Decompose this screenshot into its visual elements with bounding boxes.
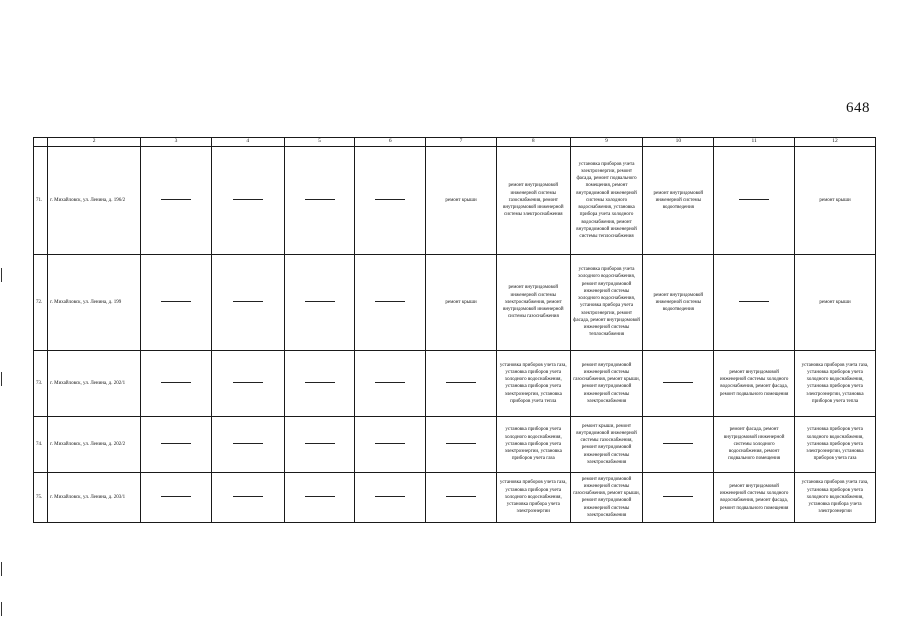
work-cell: ремонт внутридомовой инженерной системы газоснабжения, ремонт крыши, ремонт внутридомовой инженерной системы электроснабжения [570,472,643,522]
dash-mark [375,301,405,302]
empty-cell [643,472,714,522]
dash-mark [305,199,335,200]
column-header: 5 [284,138,355,147]
column-header: 10 [643,138,714,147]
work-cell: установка приборов учета газа, установка приборов учета холодного водоснабжения, установка прибора учета электроэнергии [496,472,570,522]
scan-edge-mark [1,268,2,282]
empty-cell [211,254,284,350]
work-cell: ремонт внутридомовой инженерной системы газоснабжения, ремонт крыши, ремонт внутридомовой инженерной системы электроснабжения [570,350,643,416]
column-header [34,138,48,147]
table-header-row [34,138,876,147]
column-header: 3 [141,138,212,147]
work-cell: ремонт крыши [795,146,876,254]
scan-edge-mark [1,602,2,616]
work-cell: ремонт фасада, ремонт внутридомовой инженерной системы холодного водоснабжения, ремонт подвального помещения [714,416,795,472]
column-header: 7 [426,138,497,147]
address-cell: г. Михайловск, ул. Ленина, д. 196/2 [48,146,141,254]
empty-cell [355,350,426,416]
row-number: 72. [34,254,48,350]
dash-mark [305,301,335,302]
empty-cell [284,416,355,472]
dash-mark [161,382,191,383]
repair-plan-table [33,137,876,523]
scan-edge-mark [1,372,2,386]
dash-mark [233,382,263,383]
table-row [34,416,876,472]
work-cell: установка приборов учета холодного водоснабжения, установка приборов учета электроэнергии, установка приборов учета газа [795,416,876,472]
empty-cell [355,254,426,350]
work-cell: ремонт внутридомовой инженерной системы водоотведения [643,146,714,254]
empty-cell [426,472,497,522]
dash-mark [663,496,693,497]
empty-cell [284,146,355,254]
work-cell: ремонт внутридомовой инженерной системы газоснабжения, ремонт внутридомовой инженерной системы электроснабжения [496,146,570,254]
table-row [34,146,876,254]
table-row [34,254,876,350]
work-cell: установка приборов учета холодного водоснабжения, ремонт внутридомовой инженерной системы холодного водоснабжения, установка прибора учета электроэнергии, ремонт фасада, ремонт внутридомовой инженерной системы теплоснабжения [570,254,643,350]
empty-cell [643,416,714,472]
row-number: 73. [34,350,48,416]
dash-mark [233,496,263,497]
empty-cell [141,254,212,350]
dash-mark [446,443,476,444]
page-number: 648 [846,100,870,116]
empty-cell [714,254,795,350]
dash-mark [233,443,263,444]
dash-mark [739,301,769,302]
work-cell: ремонт крыши [426,146,497,254]
empty-cell [141,350,212,416]
column-header: 8 [496,138,570,147]
table-row [34,472,876,522]
column-header: 4 [211,138,284,147]
dash-mark [375,443,405,444]
work-cell: установка приборов учета газа, установка приборов учета холодного водоснабжения, установка приборов учета электроэнергии, установка приборов учета тепла [496,350,570,416]
table-row [34,350,876,416]
empty-cell [211,416,284,472]
dash-mark [375,382,405,383]
work-cell: ремонт крыши [426,254,497,350]
work-cell: установка приборов учета холодного водоснабжения, установка приборов учета электроэнергии, установка приборов учета газа [496,416,570,472]
dash-mark [739,199,769,200]
address-cell: г. Михайловск, ул. Ленина, д. 199 [48,254,141,350]
dash-mark [161,443,191,444]
work-cell: установка приборов учета газа, установка приборов учета холодного водоснабжения, установка прибора учета электроэнергии [795,472,876,522]
empty-cell [355,416,426,472]
empty-cell [426,416,497,472]
work-cell: ремонт внутридомовой инженерной системы холодного водоснабжения, ремонт фасада, ремонт подвального помещения [714,350,795,416]
dash-mark [446,382,476,383]
empty-cell [141,472,212,522]
column-header: 11 [714,138,795,147]
dash-mark [161,496,191,497]
empty-cell [284,350,355,416]
dash-mark [233,301,263,302]
dash-mark [375,199,405,200]
address-cell: г. Михайловск, ул. Ленина, д. 203/1 [48,472,141,522]
dash-mark [305,382,335,383]
empty-cell [211,472,284,522]
column-header: 2 [48,138,141,147]
work-cell: установка приборов учета газа, установка приборов учета холодного водоснабжения, установка приборов учета электроэнергии, установка приборов учета тепла [795,350,876,416]
work-cell: ремонт крыши, ремонт внутридомовой инженерной системы газоснабжения, ремонт внутридомовой инженерной системы электроснабжения [570,416,643,472]
work-cell: установка приборов учета электроэнергии, ремонт фасада, ремонт подвального помещения, ремонт внутридомовой инженерной системы холодного водоснабжения, установка прибора учета холодного водоснабжения, ремонт внутридомовой инженерной системы теплоснабжения [570,146,643,254]
empty-cell [211,146,284,254]
empty-cell [643,350,714,416]
column-header: 12 [795,138,876,147]
dash-mark [305,443,335,444]
empty-cell [355,146,426,254]
dash-mark [161,301,191,302]
empty-cell [426,350,497,416]
work-cell: ремонт внутридомовой инженерной системы холодного водоснабжения, ремонт фасада, ремонт подвального помещения [714,472,795,522]
dash-mark [233,199,263,200]
empty-cell [284,254,355,350]
dash-mark [161,199,191,200]
empty-cell [714,146,795,254]
column-header: 9 [570,138,643,147]
empty-cell [211,350,284,416]
row-number: 75. [34,472,48,522]
dash-mark [663,443,693,444]
empty-cell [284,472,355,522]
scan-edge-mark [1,562,2,576]
work-cell: ремонт внутридомовой инженерной системы водоотведения [643,254,714,350]
dash-mark [305,496,335,497]
dash-mark [663,382,693,383]
empty-cell [355,472,426,522]
address-cell: г. Михайловск, ул. Ленина, д. 202/1 [48,350,141,416]
work-cell: ремонт крыши [795,254,876,350]
address-cell: г. Михайловск, ул. Ленина, д. 202/2 [48,416,141,472]
row-number: 71. [34,146,48,254]
empty-cell [141,416,212,472]
dash-mark [446,496,476,497]
dash-mark [375,496,405,497]
empty-cell [141,146,212,254]
row-number: 74. [34,416,48,472]
column-header: 6 [355,138,426,147]
work-cell: ремонт внутридомовой инженерной системы электроснабжения, ремонт внутридомовой инженерной системы газоснабжения [496,254,570,350]
